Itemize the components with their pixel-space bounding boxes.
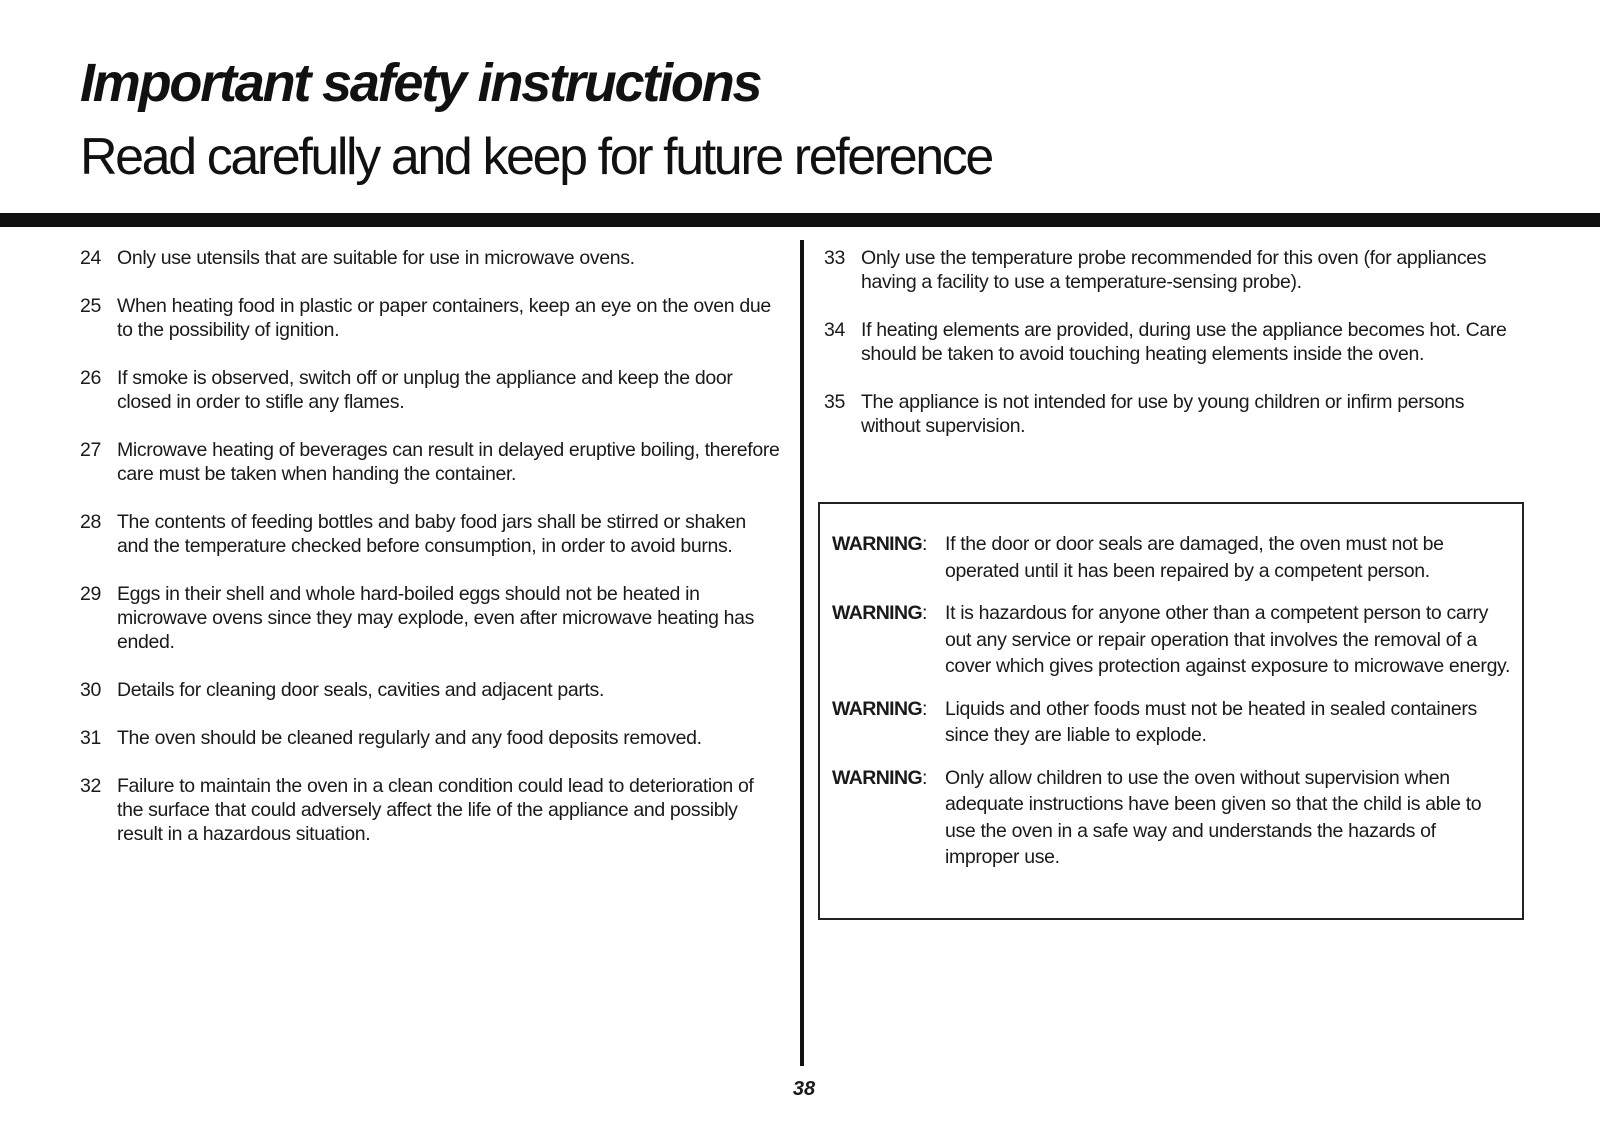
page-subtitle: Read carefully and keep for future reference: [80, 128, 992, 186]
warning-label: WARNING:: [832, 533, 928, 555]
instruction-list-left: [80, 246, 780, 870]
instruction-text: The appliance is not intended for use by young children or infirm persons without supervision.: [861, 391, 1465, 437]
instruction-item: [80, 726, 780, 750]
instruction-number: 27: [80, 439, 101, 461]
warning-label: WARNING:: [832, 766, 928, 789]
warning-label: WARNING:: [832, 602, 928, 624]
warning-text: It is hazardous for anyone other than a competent person to carry out any service or repair operation that involves the removal of a cover which gives protection against exposure to microwave energy.: [945, 602, 1511, 677]
instruction-number: 26: [80, 367, 101, 389]
warning-box: [818, 502, 1524, 920]
instruction-item: [80, 294, 780, 342]
instruction-text: Only use the temperature probe recommended for this oven (for appliances having a facility to use a temperature-sensing probe).: [861, 247, 1487, 293]
instruction-number: 29: [80, 583, 101, 605]
instruction-item: [80, 366, 780, 414]
warning-label-text: WARNING: [832, 697, 923, 720]
instruction-item: [80, 774, 780, 846]
instruction-text: Microwave heating of beverages can result in delayed eruptive boiling, therefore care must be taken when handing the container.: [117, 439, 780, 485]
warning-label-text: WARNING: [832, 602, 923, 624]
instruction-text: Only use utensils that are suitable for use in microwave ovens.: [117, 247, 635, 269]
page-number: 38: [792, 1078, 816, 1100]
instruction-number: 32: [80, 775, 101, 797]
instruction-number: 24: [80, 247, 101, 269]
instruction-item: [824, 390, 1524, 438]
instruction-text: Eggs in their shell and whole hard-boiled eggs should not be heated in microwave ovens since they may explode, even after microwave heating has ended.: [117, 583, 755, 653]
instruction-number: 31: [80, 727, 101, 749]
instruction-text: The contents of feeding bottles and baby food jars shall be stirred or shaken and the temperature checked before consumption, in order to avoid burns.: [117, 511, 746, 557]
warning-text: Only allow children to use the oven without supervision when adequate instructions have been given so that the child is able to use the oven in a safe way and understands the hazards of improper use.: [945, 766, 1482, 868]
instruction-list-right: [824, 246, 1524, 462]
instruction-item: [80, 678, 780, 702]
instruction-item: [80, 438, 780, 486]
instruction-number: 25: [80, 295, 101, 317]
instruction-text: If heating elements are provided, during use the appliance becomes hot. Care should be taken to avoid touching heating elements inside the oven.: [861, 319, 1507, 365]
warning-item: [832, 600, 1512, 680]
instruction-text: If smoke is observed, switch off or unplug the appliance and keep the door closed in order to stifle any flames.: [117, 367, 733, 413]
warning-text: If the door or door seals are damaged, the oven must not be operated until it has been repaired by a competent person.: [945, 533, 1444, 582]
instruction-number: 30: [80, 679, 101, 701]
instruction-text: Details for cleaning door seals, cavities and adjacent parts.: [117, 679, 605, 701]
page-title: Important safety instructions: [80, 53, 761, 113]
column-divider: [800, 240, 804, 1066]
warning-item: [832, 531, 1512, 584]
instruction-number: 28: [80, 511, 101, 533]
instruction-number: 34: [824, 319, 845, 341]
warning-label-text: WARNING: [832, 533, 923, 555]
header-rule: [0, 213, 1600, 227]
instruction-text: Failure to maintain the oven in a clean condition could lead to deterioration of the surface that could adversely affect the life of the appliance and possibly result in a hazardous situation.: [117, 775, 754, 845]
instruction-number: 33: [824, 247, 845, 269]
instruction-text: The oven should be cleaned regularly and any food deposits removed.: [117, 727, 702, 749]
warning-label-text: WARNING: [832, 766, 923, 789]
warning-text: Liquids and other foods must not be heated in sealed containers since they are liable to explode.: [945, 697, 1477, 746]
instruction-item: [80, 246, 780, 270]
instruction-number: 35: [824, 391, 845, 413]
instruction-item: [80, 510, 780, 558]
instruction-item: [824, 318, 1524, 366]
instruction-item: [824, 246, 1524, 294]
warning-item: [832, 696, 1512, 749]
instruction-text: When heating food in plastic or paper containers, keep an eye on the oven due to the possibility of ignition.: [117, 295, 771, 341]
instruction-item: [80, 582, 780, 654]
warning-item: [832, 765, 1512, 871]
warning-list: [832, 531, 1512, 887]
warning-label: WARNING:: [832, 697, 928, 720]
